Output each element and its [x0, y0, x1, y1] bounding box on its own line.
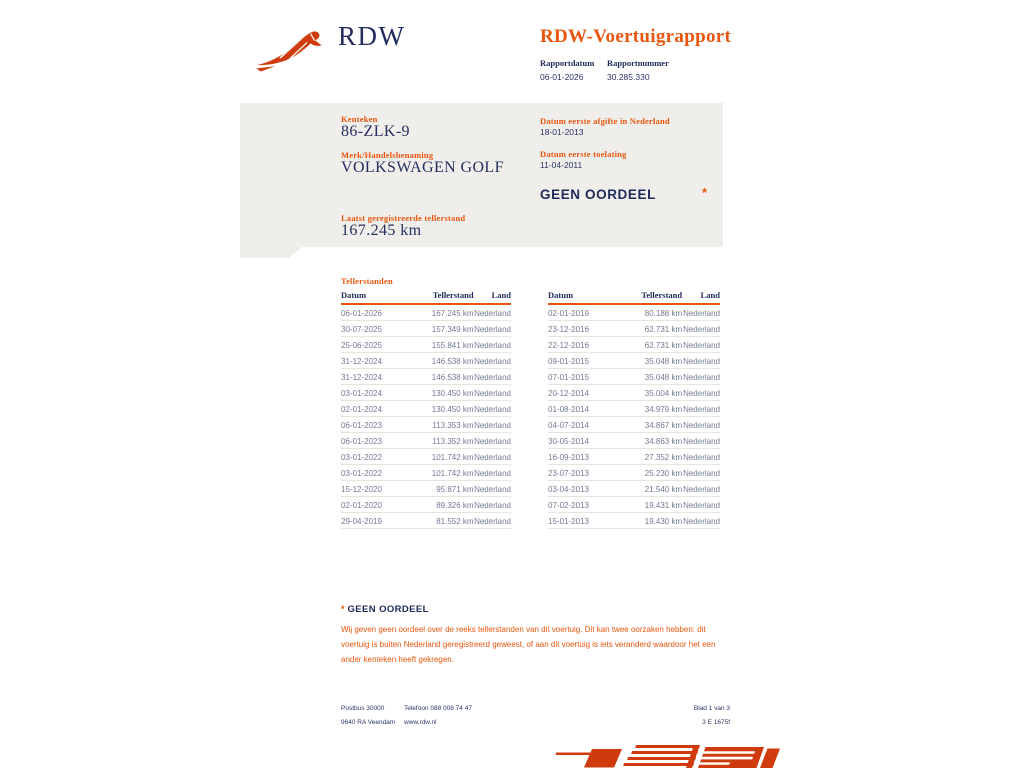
cell-datum: 02-01-2020 [341, 497, 412, 513]
cell-land: Nederland [474, 513, 511, 529]
footer-form-code: 3 E 1675f [702, 719, 730, 726]
table-row [548, 449, 720, 465]
cell-land: Nederland [682, 321, 720, 337]
table-row [548, 304, 720, 321]
table-row [341, 433, 511, 449]
table-row [548, 385, 720, 401]
table-row [548, 481, 720, 497]
cell-datum: 15-12-2020 [341, 481, 412, 497]
cell-land: Nederland [474, 401, 511, 417]
cell-land: Nederland [474, 304, 511, 321]
table-row [548, 497, 720, 513]
cell-land: Nederland [682, 353, 720, 369]
tellerstanden-table-left [341, 290, 511, 529]
cell-datum: 20-12-2014 [548, 385, 620, 401]
table-row [341, 385, 511, 401]
table-row [341, 353, 511, 369]
cell-datum: 22-12-2016 [548, 337, 620, 353]
cell-land: Nederland [474, 433, 511, 449]
cell-land: Nederland [474, 465, 511, 481]
table-row [341, 417, 511, 433]
cell-land: Nederland [474, 369, 511, 385]
cell-tellerstand: 19.430 km [620, 513, 682, 529]
toelating-value: 11-04-2011 [540, 160, 583, 170]
cell-land: Nederland [474, 337, 511, 353]
cell-datum: 30-05-2014 [548, 433, 620, 449]
table-row [341, 513, 511, 529]
cell-land: Nederland [682, 481, 720, 497]
table-row [341, 304, 511, 321]
cell-land: Nederland [682, 449, 720, 465]
cell-tellerstand: 95.871 km [412, 481, 473, 497]
report-date-label: Rapportdatum [540, 58, 595, 68]
tellerstanden-table-right [548, 290, 720, 529]
table-row [341, 497, 511, 513]
column-header-datum: Datum [341, 290, 412, 304]
table-row [341, 369, 511, 385]
cell-land: Nederland [474, 321, 511, 337]
cell-tellerstand: 34.979 km [620, 401, 682, 417]
table-row [341, 401, 511, 417]
table-row [548, 433, 720, 449]
cell-tellerstand: 89.326 km [412, 497, 473, 513]
footer-page-number: Blad 1 van 3 [693, 705, 730, 712]
kenteken-value: 86-ZLK-9 [341, 123, 410, 140]
cell-datum: 23-12-2016 [548, 321, 620, 337]
cell-land: Nederland [474, 353, 511, 369]
cell-datum: 15-01-2013 [548, 513, 620, 529]
footer-website: www.rdw.nl [404, 719, 437, 726]
merk-label: Merk/Handelsbenaming [341, 150, 434, 160]
footer-address-line2: 9640 RA Veendam [341, 719, 396, 726]
cell-datum: 25-06-2025 [341, 337, 412, 353]
table-row [341, 481, 511, 497]
cell-land: Nederland [682, 465, 720, 481]
cell-tellerstand: 34.863 km [620, 433, 682, 449]
cell-datum: 07-01-2015 [548, 369, 620, 385]
footnote-text: Wij geven geen oordeel over de reeks tellerstanden van dit voertuig. Dit kan twee oorzaken hebben: dit voertuig is buiten Nederland geregistreerd geweest, of aan dit voertuig is iets veranderd waardoor het een ander kenteken heeft gekregen. [341, 625, 716, 664]
cell-land: Nederland [682, 513, 720, 529]
summary-box-tail [240, 247, 302, 258]
cell-tellerstand: 113.353 km [412, 417, 473, 433]
cell-tellerstand: 146.538 km [412, 353, 473, 369]
table-row [341, 465, 511, 481]
cell-datum: 03-01-2022 [341, 449, 412, 465]
page-footer [341, 702, 730, 730]
table-row [341, 449, 511, 465]
cell-tellerstand: 155.841 km [412, 337, 473, 353]
tellerstand-value: 167.245 km [341, 222, 422, 239]
footnote [341, 604, 735, 667]
table-row [548, 465, 720, 481]
table-header-row [548, 290, 720, 304]
cell-datum: 09-01-2015 [548, 353, 620, 369]
table-row [548, 401, 720, 417]
column-header-datum: Datum [548, 290, 620, 304]
cell-tellerstand: 35.048 km [620, 369, 682, 385]
cell-land: Nederland [682, 417, 720, 433]
tellerstand-label: Laatst geregistreerde tellerstand [341, 213, 466, 223]
cell-datum: 02-01-2024 [341, 401, 412, 417]
tellerstanden-section-title: Tellerstanden [341, 276, 393, 286]
cell-datum: 04-07-2014 [548, 417, 620, 433]
merk-value: VOLKSWAGEN GOLF [341, 159, 504, 176]
column-header-tellerstand: Tellerstand [412, 290, 473, 304]
cell-datum: 16-09-2013 [548, 449, 620, 465]
cell-tellerstand: 101.742 km [412, 465, 473, 481]
cell-datum: 03-01-2022 [341, 465, 412, 481]
cell-datum: 07-02-2013 [548, 497, 620, 513]
cell-land: Nederland [682, 369, 720, 385]
rdw-wing-decoration [548, 742, 792, 768]
report-date-value: 06-01-2026 [540, 72, 584, 82]
cell-datum: 30-07-2025 [341, 321, 412, 337]
rdw-bird-logo-icon [254, 24, 332, 72]
table-row [548, 337, 720, 353]
cell-tellerstand: 34.867 km [620, 417, 682, 433]
cell-land: Nederland [474, 481, 511, 497]
cell-datum: 29-04-2019 [341, 513, 412, 529]
column-header-tellerstand: Tellerstand [620, 290, 682, 304]
cell-datum: 06-01-2026 [341, 304, 412, 321]
cell-tellerstand: 19.431 km [620, 497, 682, 513]
report-number-label: Rapportnummer [607, 58, 669, 68]
cell-tellerstand: 146.538 km [412, 369, 473, 385]
document-title: RDW-Voertuigrapport [540, 26, 732, 47]
kenteken-label: Kenteken [341, 114, 378, 124]
cell-tellerstand: 130.450 km [412, 385, 473, 401]
table-row [548, 321, 720, 337]
cell-land: Nederland [474, 385, 511, 401]
oordeel-value: GEEN OORDEEL [540, 187, 656, 202]
toelating-label: Datum eerste toelating [540, 149, 627, 159]
table-row [548, 513, 720, 529]
footnote-title: GEEN OORDEEL [347, 604, 429, 615]
cell-datum: 03-04-2013 [548, 481, 620, 497]
table-header-row [341, 290, 511, 304]
cell-tellerstand: 130.450 km [412, 401, 473, 417]
vehicle-summary-box [240, 103, 723, 247]
table-row [341, 337, 511, 353]
table-row [548, 353, 720, 369]
cell-tellerstand: 101.742 km [412, 449, 473, 465]
cell-tellerstand: 113.352 km [412, 433, 473, 449]
cell-land: Nederland [682, 497, 720, 513]
report-number-value: 30.285.330 [607, 72, 650, 82]
cell-datum: 06-01-2023 [341, 433, 412, 449]
cell-land: Nederland [682, 401, 720, 417]
afgifte-label: Datum eerste afgifte in Nederland [540, 116, 670, 126]
cell-land: Nederland [682, 304, 720, 321]
table-row [548, 369, 720, 385]
cell-tellerstand: 35.048 km [620, 353, 682, 369]
cell-land: Nederland [682, 385, 720, 401]
cell-datum: 31-12-2024 [341, 369, 412, 385]
footer-address-line1: Postbus 30000 [341, 705, 385, 712]
oordeel-asterisk: * [702, 185, 708, 200]
cell-tellerstand: 62.731 km [620, 321, 682, 337]
cell-datum: 02-01-2019 [548, 304, 620, 321]
cell-tellerstand: 27.352 km [620, 449, 682, 465]
cell-tellerstand: 35.004 km [620, 385, 682, 401]
cell-land: Nederland [682, 337, 720, 353]
column-header-land: Land [474, 290, 511, 304]
cell-tellerstand: 25.230 km [620, 465, 682, 481]
cell-land: Nederland [474, 417, 511, 433]
cell-tellerstand: 80.188 km [620, 304, 682, 321]
cell-tellerstand: 167.245 km [412, 304, 473, 321]
report-meta [540, 58, 683, 82]
cell-land: Nederland [474, 449, 511, 465]
cell-tellerstand: 157.349 km [412, 321, 473, 337]
table-row [548, 417, 720, 433]
cell-datum: 06-01-2023 [341, 417, 412, 433]
cell-datum: 23-07-2013 [548, 465, 620, 481]
cell-tellerstand: 81.552 km [412, 513, 473, 529]
cell-land: Nederland [682, 433, 720, 449]
footer-phone: Telefoon 088 008 74 47 [404, 705, 472, 712]
cell-datum: 03-01-2024 [341, 385, 412, 401]
brand-wordmark: RDW [338, 21, 406, 51]
cell-datum: 01-08-2014 [548, 401, 620, 417]
cell-datum: 31-12-2024 [341, 353, 412, 369]
column-header-land: Land [682, 290, 720, 304]
afgifte-value: 18-01-2013 [540, 127, 584, 137]
cell-tellerstand: 62.731 km [620, 337, 682, 353]
cell-tellerstand: 21.540 km [620, 481, 682, 497]
table-row [341, 321, 511, 337]
cell-land: Nederland [474, 497, 511, 513]
footnote-asterisk: * [341, 604, 345, 614]
